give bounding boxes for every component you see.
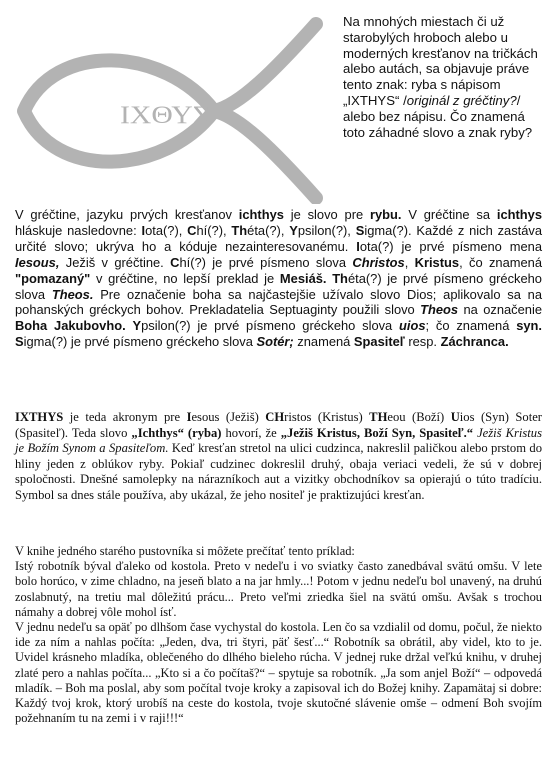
- s1-text: V gréčtine sa: [401, 207, 497, 222]
- paragraph-ichthys-meaning: [15, 207, 542, 350]
- s1-bold: C: [187, 222, 197, 238]
- s1-bold: Kristus: [414, 254, 460, 270]
- s1-text: je slovo pre: [283, 207, 370, 222]
- s1-text: psilon(?) je prvé písmeno gréckeho slova: [141, 318, 400, 334]
- s2-bold: „Ježiš Kristus, Boží Syn, Spasiteľ.“: [280, 425, 474, 440]
- s1-bold: ichthys: [238, 207, 284, 222]
- s2-text: ios (Syn) Soter (Spasiteľ). Teda slovo: [15, 410, 543, 440]
- s1-bold: Y: [132, 318, 142, 334]
- s1-bold: "pomazaný": [15, 270, 91, 286]
- s1-text: igma(?). Každé z nich zastáva určité slovo; ukrýva ho a kóduje nezainteresovanému.: [15, 222, 542, 254]
- s1-bold-italic: Sotér;: [256, 334, 294, 350]
- s1-text: na označenie: [458, 302, 542, 318]
- intro-part-2: originál z gréčtiny?: [406, 92, 517, 108]
- s1-text: igma(?) je prvé písmeno gréckeho slova: [23, 334, 257, 350]
- s1-text: psilon(?),: [297, 222, 356, 238]
- s2-bold: TH: [369, 410, 388, 424]
- s1-bold: Th: [231, 222, 248, 238]
- s2-bold: CH: [265, 410, 285, 424]
- s1-bold: Th: [332, 270, 348, 286]
- s1-text: resp.: [404, 334, 441, 350]
- s1-bold: S: [355, 222, 365, 238]
- s2-bold: IXTHYS: [15, 410, 64, 424]
- s1-bold: ichthys: [496, 207, 542, 222]
- s2-italic: Ježiš Kristus je Božím Synom a Spasiteľom.: [15, 425, 542, 456]
- s1-text: Ježiš v gréčtine.: [59, 254, 171, 270]
- story-intro: V knihe jedného starého pustovníka si môžete prečítať tento príklad:: [15, 544, 355, 558]
- intro-part-3: / alebo bez nápisu. Čo znamená toto záhadné slovo a znak ryby?: [343, 92, 533, 140]
- s1-text: hí(?),: [196, 222, 232, 238]
- s1-bold: S: [15, 334, 24, 350]
- s1-text: v gréčtine, no lepší preklad je: [90, 270, 280, 286]
- s2-text: ristos (Kristus): [284, 410, 370, 424]
- s1-bold: I: [141, 222, 146, 238]
- s1-bold: Spasiteľ: [353, 334, 405, 350]
- s1-bold: C: [170, 254, 180, 270]
- s1-text: Pre označenie boha sa najčastejšie užívalo slovo Dios; aplikovalo sa na pohanských gréckych bohov. Prekladatelia Septuaginty použili slovo: [15, 286, 542, 318]
- s1-bold: Záchranca.: [440, 334, 509, 350]
- s1-bold: Y: [289, 222, 298, 238]
- s1-bold-italic: Iesous,: [15, 254, 60, 270]
- s2-text: eou (Boží): [387, 410, 451, 424]
- s1-bold: I: [356, 238, 360, 254]
- s1-text: éta(?) je prvé písmeno gréckeho slova: [15, 270, 542, 302]
- intro-part-1: Na mnohých miestach či už starobylých hroboch alebo u moderných kresťanov na tričkách alebo autách, sa objavuje práve tento znak: ryba s nápisom „IXTHYS“ /: [343, 14, 538, 108]
- s1-text: , čo znamená: [459, 254, 543, 270]
- s1-bold-italic: Christos: [352, 254, 405, 270]
- s1-bold-italic: Theos.: [51, 286, 94, 302]
- s1-bold: rybu.: [369, 207, 402, 222]
- s2-bold: „Ichthys“ (ryba): [131, 425, 222, 440]
- s2-text: esous (Ježiš): [191, 410, 266, 424]
- s1-bold: syn.: [516, 318, 542, 334]
- s1-text: ,: [404, 254, 415, 270]
- s1-bold: Boha Jakubovho.: [15, 318, 126, 334]
- fish-label: ΙΧΘΥΣ: [120, 102, 210, 129]
- s2-bold: I: [186, 410, 192, 424]
- story-paragraph-2: V jednu nedeľu sa opäť po dlhšom čase vychystal do kostola. Len čo sa vzdialil od domu, počul, že niekto ide za ním a nahlas počíta: „Jeden, dva, tri štyri, päť šesť...“ Robotník sa obrátil, aby videl, kto to je. Uvidel krásneho mladíka, oblečeného do dlhého bieleho rúcha. V jednej ruke držal veľkú knihu, v druhej zlaté pero a nahlas počíta... „Kto si a čo počítaš?“ – spytuje sa robotník. „Ja som anjel Boží“ – odpovedá mladík. – Boh ma poslal, aby som počítal tvoje kroky a zapisoval ich do Božej knihy. Zapamätaj si dobre: Každý tvoj krok, ktorý urobíš na ceste do kostola, tvoje skutočné slávenie omše – odmení Boh svojím požehnaním tu na zemi i v raji!!!“: [15, 620, 542, 726]
- s1-text: V gréčtine, jazyku prvých kresťanov: [15, 207, 239, 222]
- s2-text: je teda akronym pre: [63, 410, 187, 424]
- s1-bold-italic: uios: [399, 318, 426, 334]
- s1-text: ota(?),: [145, 222, 188, 238]
- s1-text: hláskuje nasledovne:: [15, 222, 142, 238]
- story-paragraph-1: Istý robotník býval ďaleko od kostola. Preto v nedeľu i vo sviatky často zanedbával svätú omšu. V lete bolo horúco, v zime chladno, na jeseň blato a na jar hmly...! Potom v jednu nedeľu bol unavený, na druhú zoslabnutý, na tretiu mal dôležitú prácu... Preto veľmi zriedka šiel na svätú omšu. Avšak s trochou námahy a dobrej vôle mohol ísť.: [15, 559, 542, 619]
- paragraph-acronym: [15, 410, 542, 504]
- story-section: [15, 544, 542, 726]
- intro-text: [343, 14, 543, 140]
- s1-text: ota(?) je prvé písmeno mena: [359, 238, 543, 254]
- s2-bold: U: [450, 410, 460, 424]
- s1-text: znamená: [293, 334, 354, 350]
- s2-text: hovorí, že: [221, 425, 281, 440]
- s1-text: hí(?) je prvé písmeno slova: [179, 254, 353, 270]
- s1-text: ; čo znamená: [425, 318, 517, 334]
- ichthys-fish-symbol: [14, 16, 334, 204]
- s1-bold: Mesiáš.: [279, 270, 327, 286]
- s2-text: Keď kresťan stretol na ulici cudzinca, nakreslil paličkou alebo prstom do hliny jeden z oblúkov ryby. Pokiaľ cudzinec dokreslil druhý, obaja veriaci vedeli, že sú v dobrej spoločnosti. Dnešné samolepky na nárazníkoch aut a vizitky obchodníkov sa opierajú o túto tradíciu. Symbol sa dnes stále používa, aby ukázal, že jeho nositeľ je praktizujúci kresťan.: [15, 441, 542, 502]
- s1-bold-italic: Theos: [420, 302, 459, 318]
- s1-text: éta(?),: [247, 222, 290, 238]
